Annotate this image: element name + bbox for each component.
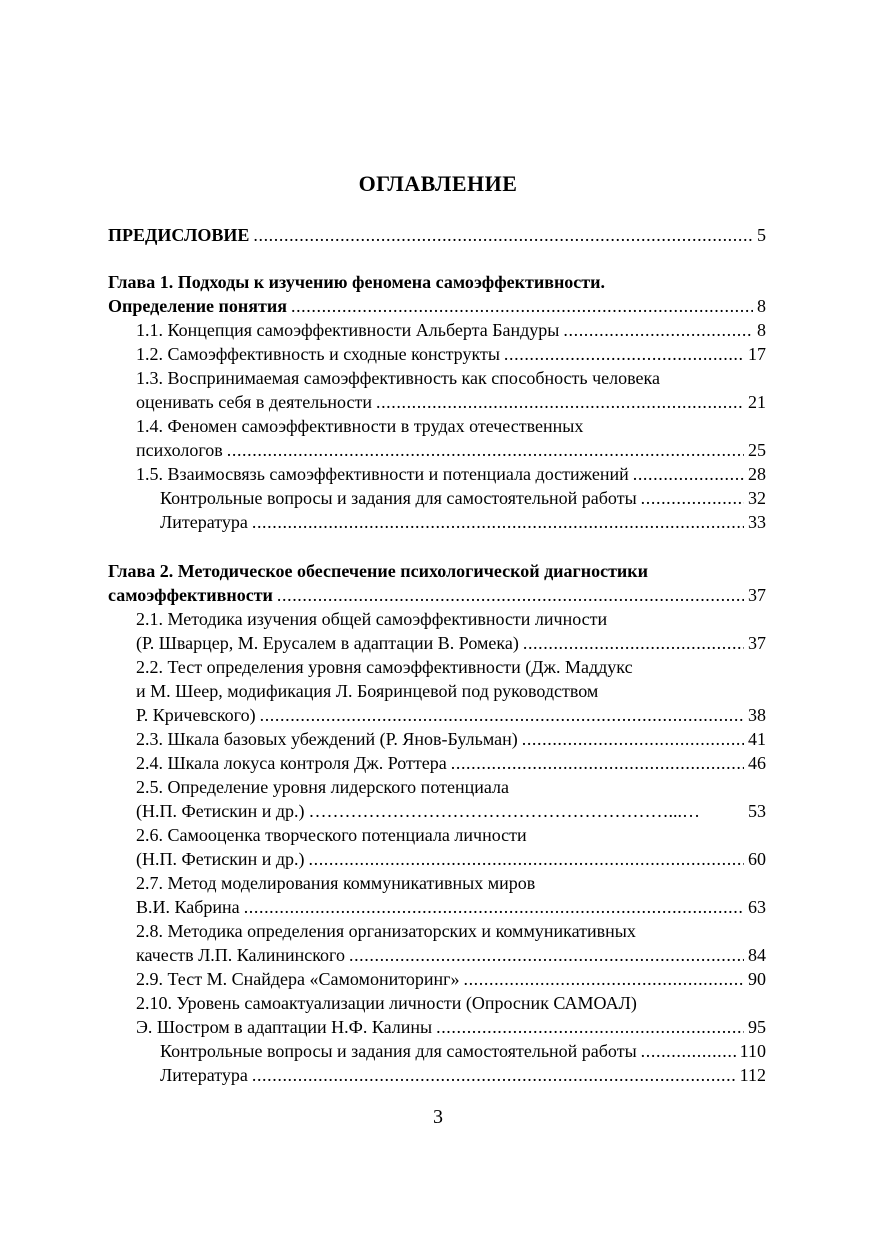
dot-leader [641,1039,736,1063]
toc-page-number: 38 [748,705,766,725]
toc-page-number: 37 [748,585,766,605]
toc-entry[interactable] [136,390,766,414]
dot-leader [244,895,744,919]
dot-leader [349,943,744,967]
toc-entry-title: психологов [136,440,223,460]
toc-entry-title: (Р. Шварцер, М. Ерусалем в адаптации В. Ромека) [136,633,519,653]
toc-entry-title: 1.1. Концепция самоэффективности Альберта Бандуры [136,320,560,340]
toc-entry[interactable] [136,799,766,823]
toc-page-number: 90 [748,969,766,989]
toc-entry-title: 1.2. Самоэффективность и сходные конструкты [136,344,500,364]
toc-entry[interactable] [136,871,535,895]
toc-entry-title: оценивать себя в деятельности [136,392,372,412]
toc-entry-title: 2.8. Методика определения организаторских и коммуникативных [136,921,636,941]
toc-entry-title: 2.7. Метод моделирования коммуникативных миров [136,873,536,893]
page-title: ОГЛАВЛЕНИЕ [358,171,518,196]
toc-page-number: 28 [748,464,766,484]
toc-entry-title: 2.10. Уровень самоактуализации личности (Опросник САМОАЛ) [136,993,637,1013]
toc-entry[interactable] [160,486,766,510]
toc-entry-title: Глава 1. Подходы к изучению феномена самоэффективности. [108,272,606,292]
dot-leader [641,486,744,510]
toc-entry[interactable] [160,1039,766,1063]
toc-chapter-heading[interactable] [108,559,648,583]
toc-page-number: 46 [748,753,766,773]
toc-entry-title: 2.5. Определение уровня лидерского потенциала [136,777,509,797]
toc-entry[interactable] [160,1063,766,1087]
toc-entry[interactable] [136,438,766,462]
dot-leader [451,751,744,775]
dot-leader [260,703,744,727]
toc-entry-title: Э. Шостром в адаптации Н.Ф. Калины [136,1017,433,1037]
toc-entry-title: 1.4. Феномен самоэффективности в трудах отечественных [136,416,584,436]
toc-page-number: 37 [748,633,766,653]
toc-page-number: 17 [748,344,766,364]
toc-entry[interactable] [136,655,633,679]
toc-entry[interactable] [136,318,766,342]
toc-entry-title: качеств Л.П. Калининского [136,945,345,965]
dot-leader [309,847,745,871]
dot-leader [252,1063,736,1087]
toc-page-number: 63 [748,897,766,917]
toc-entry[interactable] [136,631,766,655]
toc-entry[interactable] [136,703,766,727]
dot-leader [291,294,753,318]
toc-entry-title: 2.4. Шкала локуса контроля Дж. Роттера [136,753,447,773]
toc-entry[interactable] [136,967,766,991]
dot-leader [463,967,744,991]
dot-leader [504,342,744,366]
dot-leader [563,318,753,342]
toc-entry-title: 2.3. Шкала базовых убеждений (Р. Янов-Бульман) [136,729,518,749]
toc-page-number: 41 [748,729,766,749]
toc-entry[interactable] [136,823,527,847]
toc-entry-title: 2.2. Тест определения уровня самоэффективности (Дж. Маддукс [136,657,633,677]
toc-entry-preface[interactable] [108,223,766,247]
toc-entry-title: Определение понятия [108,296,287,316]
toc-entry-title: и М. Шеер, модификация Л. Бояринцевой под руководством [136,681,599,701]
dot-leader [436,1015,744,1039]
toc-entry[interactable] [136,847,766,871]
toc-page-number: 112 [739,1065,766,1085]
toc-entry[interactable] [136,727,766,751]
toc-entry[interactable] [136,919,636,943]
toc-entry-title: 1.5. Взаимосвязь самоэффективности и потенциала достижений [136,464,629,484]
toc-entry-title: 2.6. Самооценка творческого потенциала личности [136,825,527,845]
toc-entry[interactable] [136,895,766,919]
dot-leader [633,462,744,486]
dot-leader [522,727,744,751]
toc-entry[interactable] [136,775,509,799]
toc-page-number: 84 [748,945,766,965]
toc-entry-title: В.И. Кабрина [136,897,240,917]
dot-leader [277,583,744,607]
toc-page-number: 110 [739,1041,766,1061]
toc-entry-title: (Н.П. Фетискин и др.) [136,801,305,821]
toc-entry[interactable] [160,510,766,534]
dot-leader [376,390,744,414]
toc-entry[interactable] [136,991,637,1015]
toc-entry-title: 2.1. Методика изучения общей самоэффективности личности [136,609,608,629]
toc-page-number: 5 [757,225,766,245]
toc-entry[interactable] [136,462,766,486]
toc-chapter-heading[interactable] [108,270,605,294]
toc-page-number: 25 [748,440,766,460]
toc-entry[interactable] [136,366,660,390]
dot-leader [309,799,745,823]
toc-entry-title: ПРЕДИСЛОВИЕ [108,225,250,245]
page-number: 3 [433,1106,443,1128]
dot-leader [252,510,744,534]
toc-chapter-heading[interactable] [108,294,766,318]
toc-entry[interactable] [136,679,598,703]
toc-page-number: 95 [748,1017,766,1037]
toc-entry-title: Литература [160,512,248,532]
toc-entry-title: 1.3. Воспринимаемая самоэффективность как способность человека [136,368,660,388]
toc-entry-title: Р. Кричевского) [136,705,256,725]
toc-page-number: 32 [748,488,766,508]
toc-page-number: 21 [748,392,766,412]
toc-entry[interactable] [136,607,607,631]
toc-page-number: 8 [757,320,766,340]
toc-entry[interactable] [136,342,766,366]
toc-page-number: 33 [748,512,766,532]
toc-entry[interactable] [136,414,583,438]
toc-page-number: 53 [748,801,766,821]
toc-chapter-heading[interactable] [108,583,766,607]
toc-entry-title: (Н.П. Фетискин и др.) [136,849,305,869]
toc-entry-title: самоэффективности [108,585,273,605]
toc-entry[interactable] [136,1015,766,1039]
dot-leader [227,438,744,462]
dot-leader [523,631,744,655]
toc-entry[interactable] [136,943,766,967]
toc-page-number: 60 [748,849,766,869]
toc-page-number: 8 [757,296,766,316]
toc-entry-title: 2.9. Тест М. Снайдера «Самомониторинг» [136,969,460,989]
toc-entry-title: Литература [160,1065,248,1085]
dot-leader [253,223,753,247]
toc-entry-title: Контрольные вопросы и задания для самостоятельной работы [160,1041,637,1061]
toc-entry[interactable] [136,751,766,775]
toc-entry-title: Контрольные вопросы и задания для самостоятельной работы [160,488,637,508]
toc-entry-title: Глава 2. Методическое обеспечение психологической диагностики [108,561,649,581]
